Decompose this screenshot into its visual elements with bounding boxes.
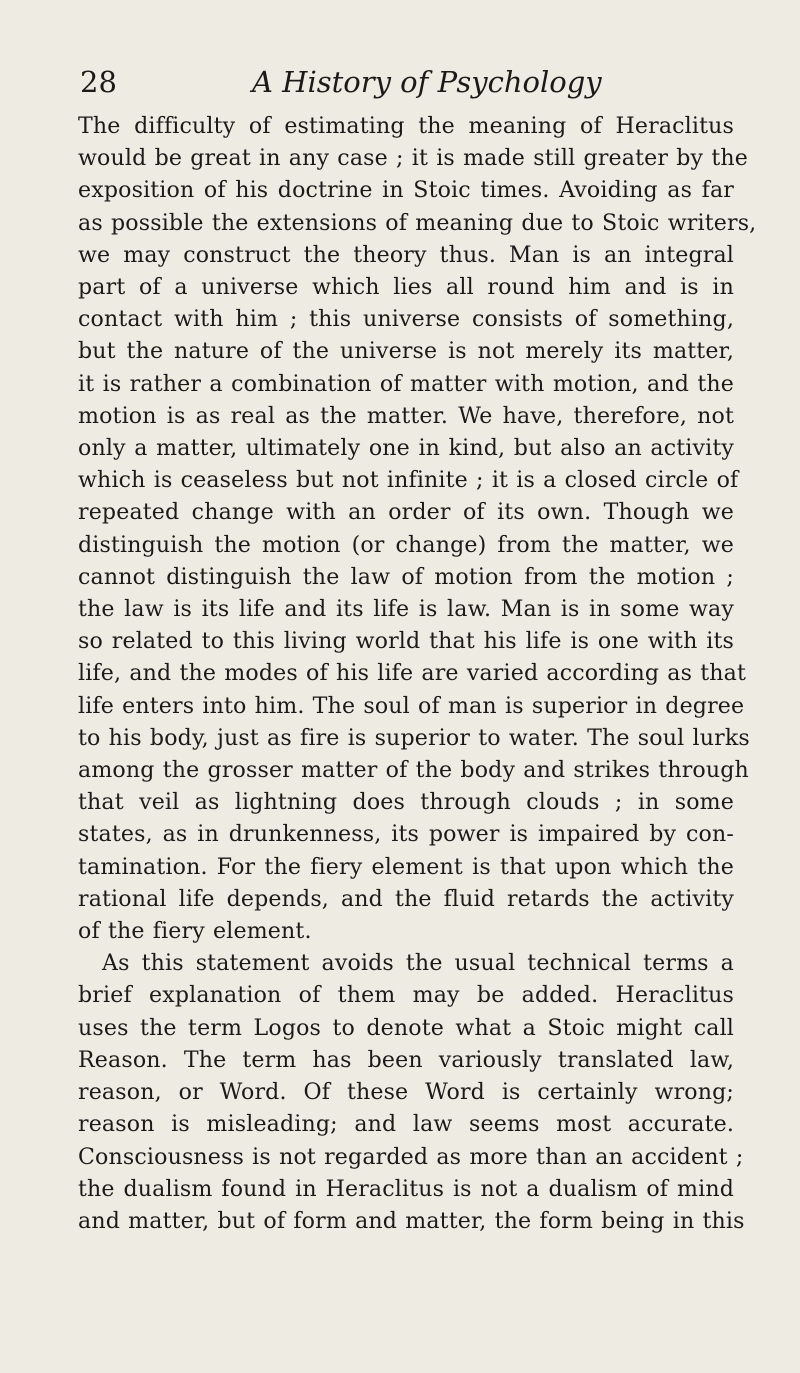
text-line: only a matter, ultimately one in kind, but also an activity [78,435,734,462]
text-line: states, as in drunkenness, its power is impaired by con- [78,821,734,848]
text-line: The difficulty of estimating the meaning of Heraclitus [78,113,734,139]
text-line: the dualism found in Heraclitus is not a dualism of mind [78,1175,734,1202]
text-line: the law is its life and its life is law. Man is in some way [78,596,734,623]
text-line: rational life depends, and the fluid retards the activity [78,885,734,912]
text-line: we may construct the theory thus. Man is an integral [78,241,734,268]
paragraph-last-line: of the fiery element. [78,918,312,945]
text-line: contact with him ; this universe consists of something, [78,306,734,333]
text-line: tamination. For the fiery element is that upon which the [78,853,734,880]
text-line: Consciousness is not regarded as more than an accident ; [78,1143,744,1170]
text-line: but the nature of the universe is not merely its matter, [78,338,734,365]
text-line: repeated change with an order of its own. Though we [78,499,734,526]
text-line: brief explanation of them may be added. Heraclitus [78,982,734,1009]
text-line: reason, or Word. Of these Word is certainly wrong; [78,1079,734,1106]
body-text [78,110,757,1237]
text-line: to his body, just as fire is superior to water. The soul lurks [78,724,750,751]
text-line: reason is misleading; and law seems most accurate. [78,1111,734,1138]
text-line: and matter, but of form and matter, the form being in this [78,1207,745,1234]
text-line: uses the term Logos to denote what a Stoic might call [78,1014,734,1041]
text-line: life, and the modes of his life are varied according as that [78,660,747,687]
text-line: cannot distinguish the law of motion from the motion ; [78,563,734,590]
text-line: so related to this living world that his life is one with its [78,628,734,655]
text-line: distinguish the motion (or change) from the matter, we [78,531,734,558]
running-head [78,56,734,108]
text-line: exposition of his doctrine in Stoic times. Avoiding as far [78,177,734,204]
paragraph-first-line: As this statement avoids the usual technical terms a [102,950,734,977]
text-line: part of a universe which lies all round him and is in [78,274,734,301]
text-line: motion is as real as the matter. We have, therefore, not [78,402,734,429]
text-line: among the grosser matter of the body and strikes through [78,757,749,784]
running-title: A History of Psychology [252,65,602,99]
page-number: 28 [80,65,117,99]
text-line: Reason. The term has been variously translated law, [78,1046,734,1073]
text-line: would be great in any case ; it is made still greater by the [78,145,748,172]
text-line: as possible the extensions of meaning due to Stoic writers, [78,209,757,236]
text-line: life enters into him. The soul of man is superior in degree [78,692,745,719]
text-line: it is rather a combination of matter with motion, and the [78,370,734,397]
text-line: which is ceaseless but not infinite ; it is a closed circle of [78,467,739,494]
text-line: that veil as lightning does through clouds ; in some [78,789,734,816]
